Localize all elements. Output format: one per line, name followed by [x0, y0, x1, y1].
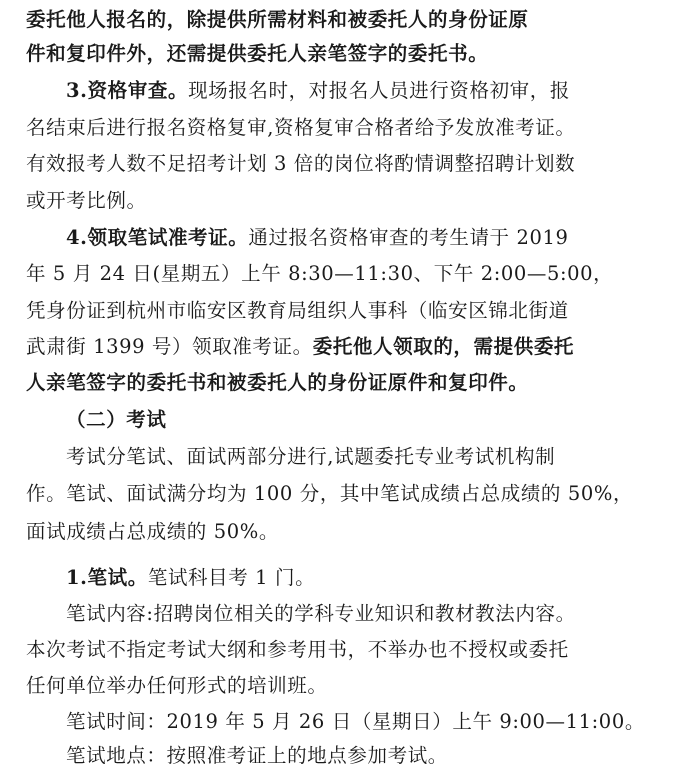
paragraph-line	[26, 116, 676, 140]
paragraph-line	[26, 189, 676, 213]
body-text: 任何单位举办任何形式的培训班。	[26, 674, 328, 697]
bold-text: 委托他人报名的，除提供所需材料和被委托人的身份证原	[26, 8, 529, 31]
paragraph-line	[26, 42, 676, 66]
exam-section-heading	[66, 408, 684, 432]
section-3-heading-line	[66, 79, 676, 103]
paragraph-line	[26, 371, 676, 395]
body-text: 名结束后进行报名资格复审,资格复审合格者给予发放准考证。	[26, 116, 576, 139]
bold-text: 人亲笔签字的委托书和被委托人的身份证原件和复印件。	[26, 371, 529, 394]
body-text: 有效报考人数不足招考计划 3 倍的岗位将酌情调整招聘计划数	[26, 152, 576, 175]
body-text: 笔试地点：按照准考证上的地点参加考试。	[66, 744, 448, 767]
body-text: 通过报名资格审查的考生请于 2019	[248, 226, 569, 249]
section-3-title: 3.资格审查。	[66, 79, 189, 102]
body-text: 本次考试不指定考试大纲和参考用书，不举办也不授权或委托	[26, 638, 569, 661]
body-text: 面试成绩占总成绩的 50%。	[26, 520, 279, 543]
paragraph-line	[66, 710, 676, 734]
paragraph-line	[26, 152, 676, 176]
paragraph-line	[26, 262, 676, 286]
body-text: 凭身份证到杭州市临安区教育局组织人事科（临安区锦北街道	[26, 299, 569, 322]
section-4-title: 4.领取笔试准考证。	[66, 226, 249, 249]
body-text: 笔试内容:招聘岗位相关的学科专业知识和教材教法内容。	[66, 602, 576, 625]
paragraph-line	[66, 744, 676, 768]
body-text: 年 5 月 24 日(星期五）上午 8:30—11:30、下午 2:00—5:00，	[26, 262, 614, 285]
body-text: 现场报名时，对报名人员进行资格初审，报	[188, 79, 570, 102]
body-text: 或开考比例。	[26, 189, 147, 212]
paragraph-line	[26, 638, 676, 662]
bold-text: 委托他人领取的，需提供委托	[312, 335, 575, 358]
paragraph-line	[26, 520, 676, 544]
body-text: 作。笔试、面试满分均为 100 分，其中笔试成绩占总成绩的 50%，	[26, 482, 634, 505]
paragraph-line	[66, 602, 676, 626]
body-text: 笔试科目考 1 门。	[147, 566, 316, 589]
bold-text: 件和复印件外，还需提供委托人亲笔签字的委托书。	[26, 42, 489, 65]
section-heading-text: （二）考试	[66, 408, 167, 431]
written-exam-heading-line	[66, 566, 676, 590]
body-text: 笔试时间：2019 年 5 月 26 日（星期日）上午 9:00—11:00。	[66, 710, 645, 733]
written-exam-title: 1.笔试。	[66, 566, 148, 589]
body-text: 武肃街 1399 号）领取准考证。	[26, 335, 313, 358]
section-4-heading-line	[66, 226, 676, 250]
paragraph-line	[26, 335, 676, 359]
body-text: 考试分笔试、面试两部分进行,试题委托专业考试机构制	[66, 445, 556, 468]
paragraph-line	[66, 445, 676, 469]
paragraph-line	[26, 482, 676, 506]
paragraph-line	[26, 299, 676, 323]
paragraph-line	[26, 674, 676, 698]
paragraph-line	[26, 8, 676, 32]
